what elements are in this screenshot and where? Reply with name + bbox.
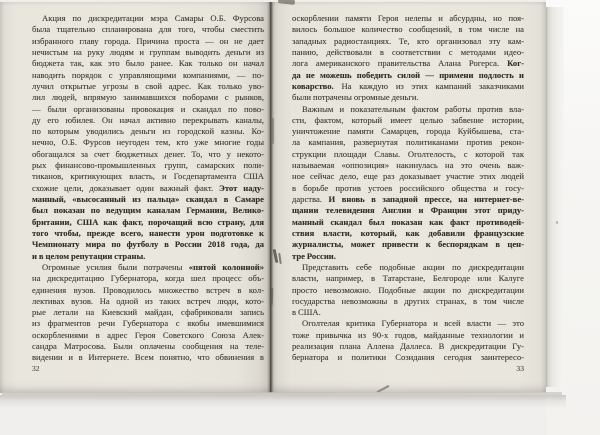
text-line: струкции площади Славы. Оголтелость, с которой так [292, 148, 524, 159]
text-line: по которым уводились деньги из городской казны. Ко- [32, 126, 264, 137]
text-line: того чтобы, прежде всего, нанести урон подготовке к [32, 227, 264, 238]
text-line: коварство. На каждую из этих кампаний заказчиками [292, 80, 524, 91]
text-line: оскорблении памяти Героя нелепы и абсурдны, но поя- [292, 13, 524, 23]
page-number-left: 32 [32, 364, 40, 373]
text-line: единения вузов. Проводилось множество встреч в кол- [32, 284, 264, 295]
text-line: ла кампания, развернутая политиканами против рекон- [292, 137, 524, 148]
text-line: Огромные усилия были потрачены «пятой колонной» [42, 261, 264, 272]
page-number-right: 33 [516, 364, 524, 373]
text-line: власти, например, в Татарстане, Белгороде или Калуге [292, 273, 524, 284]
text-line: тре России. [292, 250, 336, 261]
text-line: Представить себе подобные акции по дискредитации [302, 261, 524, 272]
text-line: просто невозможно. Подобные акции по дискредитации [292, 284, 524, 295]
text-line: избранного главу города. Причина проста — он не дает [32, 35, 264, 46]
text-line: в США. [292, 307, 321, 318]
text-line: Чемпионату мира по футболу в России 2018 года, да [32, 239, 264, 250]
text-line: тоже привычка из 90-х годов, майданные технологии и [292, 329, 524, 340]
text-line: лил людей, впрямую занимавшихся поборами с рынков, [32, 92, 264, 103]
text-line: рые летали на Киевский майдан, сфабриковали запись [32, 307, 264, 318]
text-line: западных радиостанциях. Те, кто организовал эту кам- [292, 35, 524, 46]
text-line: бюджета так, как это было ранее. Как только он начал [32, 58, 264, 69]
book-gutter [267, 2, 275, 393]
text-line: были потрачены огромные деньги. [292, 92, 419, 103]
text-line: британии, США как факт, порочащий всю страну, для [32, 216, 264, 227]
text-line: на дискредитацию Губернатора, когда шел процесс объ- [32, 273, 264, 284]
text-line: нечно, О.Б. Фурсов неугоден тем, кто уже многие годы [32, 137, 264, 148]
page-text-left [32, 13, 264, 364]
text-line: панию, действовали в соответствии с методами идео- [292, 46, 524, 57]
text-line: дарства. И вновь в западной прессе, на интернет-ве- [292, 194, 524, 204]
book-shadow [0, 395, 566, 409]
text-line: ствия власти, который, как добавили французские [292, 227, 524, 238]
gutter-mark [272, 118, 274, 144]
text-line: и в целом репутации страны. [32, 250, 146, 261]
text-line: журналисты, может привести к беспорядкам в цен- [292, 239, 524, 250]
paper-speck [556, 221, 558, 224]
text-line: реализация плана Аллена Даллеса. В дискредитации Гу- [292, 341, 524, 352]
text-line: ное сейчас дело, еще раз доказывает участие этих людей [292, 171, 524, 182]
text-line: государства невозможны в других странах, в том числе [292, 295, 524, 306]
text-line: бернатора и политики Созидания сегодня заинтересо- [292, 352, 524, 363]
text-line: вилось большое количество сообщений, в том числе на [292, 24, 524, 35]
text-line: был показан по ведущим каналам Германии, Велико- [32, 205, 264, 216]
text-line: называемая «оппозиция» накинулась на это очень важ- [292, 160, 524, 171]
text-line: манный, «высосанный из пальца» скандал в Самаре [32, 194, 264, 204]
text-line: Оголтелая критика Губернатора и всей власти — это [302, 318, 524, 329]
text-line: тиканов, критикующих власть, и Госдепартамента США [32, 171, 264, 182]
text-line: уничтожение памяти Самарцев, города Куйбышева, ста- [292, 126, 524, 137]
text-line: ду его юбилея. Он начал активно перекрывать каналы, [32, 114, 264, 125]
text-line: видении и в Интернете. Всем понятно, что обвинения в [32, 352, 264, 363]
text-line: манный скандал был показан как факт противодей- [292, 216, 524, 227]
text-line: в борьбе против устоев российского общества и госу- [292, 182, 524, 193]
text-line: лективах вузов. На одной из таких встреч люди, кото- [32, 295, 264, 306]
text-line: была тщательно спланирована для того, чтобы сместить [32, 24, 264, 35]
text-line: схожие цели, доказывает один важный факт. Этот наду- [32, 182, 264, 193]
text-line: Акция по дискредитации мэра Самары О.Б. Фурсова [42, 13, 264, 23]
text-line: да не можешь победить силой — примени подлость и [292, 69, 524, 80]
text-line: лога американского правительства Алана Рогерса. Ког- [292, 58, 524, 69]
text-line: обогащался за счет бюджетных денег. То, что у некото- [32, 148, 264, 159]
text-line: оскорблениями в адрес Героя Советского Союза Алек- [32, 329, 264, 340]
text-line: нечистым на руку людям и группам выводить деньги из [32, 46, 264, 57]
text-line: сти, фактом, который имеет целью забвение истории, [292, 114, 524, 125]
text-line: рых финансово-промышленных групп, самарских поли- [32, 160, 264, 171]
text-line: лучил открытые угрозы в свой адрес. Как только уво- [32, 80, 264, 91]
text-line: из фрагментов речи Губернатора с якобы имевшимися [32, 318, 264, 329]
text-line: щании телевидения Англии и Франции этот приду- [292, 205, 524, 216]
page-edges [546, 7, 564, 387]
text-line: наводить порядок с управляющими компаниями, — по- [32, 69, 264, 80]
text-line: Важным и показательным фактом работы против вла- [302, 103, 524, 114]
page-text-right [292, 13, 524, 364]
text-line: сандра Матросова. Были оплачены сообщения на теле- [32, 341, 264, 352]
text-line: — были организованы провокация и скандал по пово- [32, 103, 264, 114]
